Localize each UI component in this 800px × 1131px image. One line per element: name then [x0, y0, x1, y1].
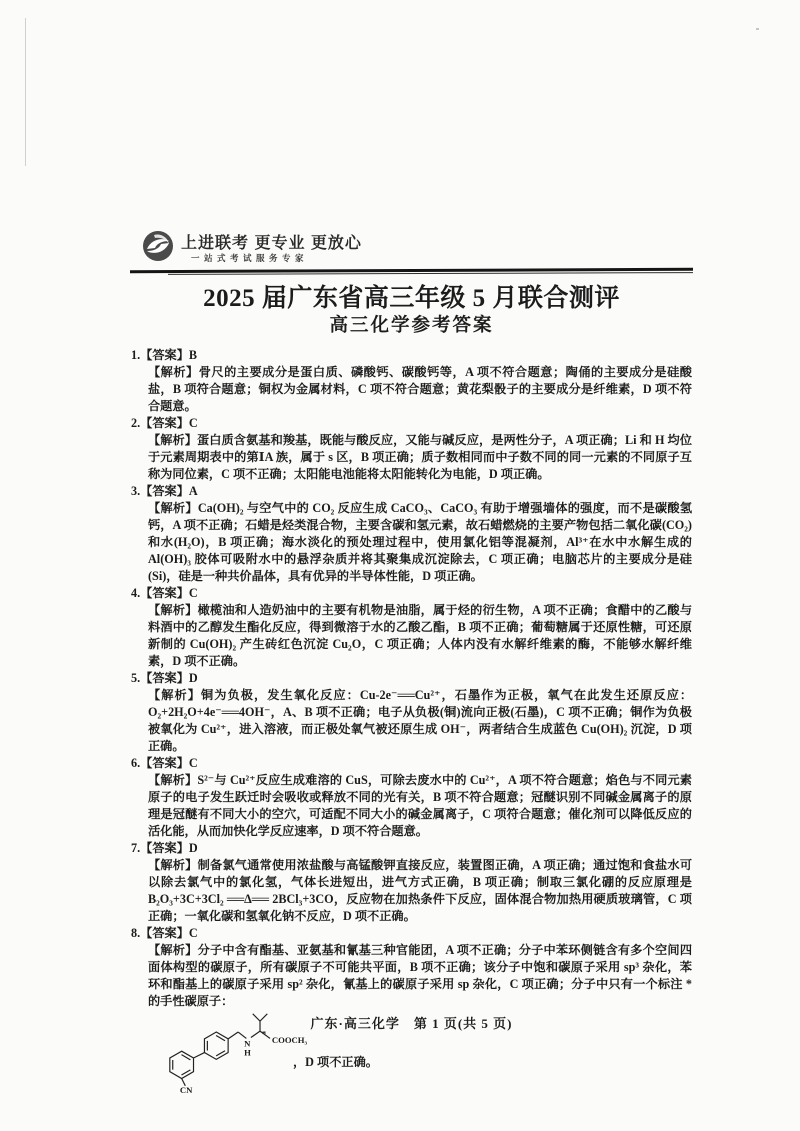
answer-letter: A	[188, 484, 198, 498]
page-subtitle: 高三化学参考答案	[329, 314, 494, 335]
question-number: 7.	[131, 841, 141, 855]
analysis-body: Ca(OH)₂ 与空气中的 CO₂ 反应生成 CaCO₃、CaCO₃ 有助于增强墙体的强度，而不是碳酸氢钙，A 项不正确；石蜡是烃类混合物，主要含碳和氢元素，故石蜡燃烧的主要产物包括二氧化碳(CO₂)和水(H₂O)，B 项正确；海水淡化的预处理过程中，使用氯化铝等混凝剂，Al³⁺在水中水解生成的 Al(OH)₃ 胶体可吸附水中的悬浮杂质并将其聚集成沉淀除去，C 项正确；电脑芯片的主要成分是硅(Si)，硅是一种共价晶体，具有优异的半导体性能，D 项正确。	[148, 501, 693, 583]
brand-text: 上进联考 更专业 更放心	[181, 235, 362, 252]
analysis-text	[148, 772, 692, 840]
page-title: 2025 届广东省高三年级 5 月联合测评	[203, 285, 620, 312]
scan-artifact-line	[25, 18, 26, 166]
analysis-label: 【解析】	[148, 433, 198, 447]
analysis-label: 【解析】	[148, 365, 199, 379]
answer-letter: C	[188, 416, 198, 430]
analysis-text	[148, 500, 692, 585]
question-number: 3.	[131, 484, 141, 498]
answer-letter: D	[188, 841, 198, 855]
cyano-group-label: CN	[179, 1085, 193, 1094]
question-block-6	[131, 755, 692, 840]
answer-letter: C	[188, 756, 198, 770]
analysis-body: 骨尺的主要成分是蛋白质、磷酸钙、碳酸钙等，A 项不符合题意；陶俑的主要成分是硅酸盐，B 项符合题意；铜权为金属材料，C 项不符合题意；黄花梨骰子的主要成分是纤维素，D 项不符合题意。	[148, 365, 692, 413]
analysis-text	[148, 942, 692, 1010]
ester-group-label: COOCH₃	[271, 1034, 308, 1045]
analysis-label: 【解析】	[148, 501, 198, 515]
header-divider-line-2	[168, 272, 693, 275]
answer-line	[131, 585, 692, 602]
question-number: 5.	[131, 671, 141, 685]
answer-label: 【答案】	[140, 416, 189, 430]
answer-line	[131, 670, 692, 687]
chiral-star-mark: *	[261, 1028, 267, 1039]
question-block-3	[131, 483, 692, 585]
answer-line	[131, 925, 692, 942]
analysis-body: 橄榄油和人造奶油中的主要有机物是油脂，属于烃的衍生物，A 项不正确；食醋中的乙酸与料酒中的乙醇发生酯化反应，得到微溶于水的乙酸乙酯，B 项不正确；葡萄糖属于还原性糖，可还原新制的 Cu(OH)₂ 产生砖红色沉淀 Cu₂O，C 项正确；人体内没有水解纤维素的酶，不能够水解纤维素，D 项不正确。	[148, 603, 693, 668]
q8-tail-text: ，D 项不正确。	[293, 1055, 378, 1069]
answer-letter: C	[188, 586, 198, 600]
analysis-text	[148, 364, 692, 415]
analysis-body: 制备氯气通常使用浓盐酸与高锰酸钾直接反应，装置图正确，A 项正确；通过饱和食盐水可以除去氯气中的氯化氢，气体长进短出，进气方式正确，B 项正确；制取三氯化硼的反应原理是 B₂O₃+3C+3Cl₂ ══Δ══ 2BCl₃+3CO，反应物在加热条件下反应，固体混合物加热用硬质玻璃管，C 项正确；一氧化碳和氢氧化钠不反应，D 项不正确。	[148, 858, 693, 923]
answer-label: 【答案】	[140, 756, 189, 770]
question-block-2	[131, 415, 692, 483]
answer-key-body	[131, 347, 692, 1094]
nitrogen-label: N	[244, 1038, 251, 1049]
analysis-label: 【解析】	[148, 858, 198, 872]
answer-letter: B	[188, 348, 198, 362]
answer-line	[131, 755, 692, 772]
page-footer: 广东·高三化学 第 1 页(共 5 页)	[310, 1016, 513, 1031]
analysis-label: 【解析】	[148, 773, 198, 787]
answer-line	[131, 415, 692, 432]
hydrogen-label: H	[244, 1047, 251, 1058]
tagline-text: 一站式考试服务专家	[191, 253, 309, 263]
analysis-label: 【解析】	[148, 943, 198, 957]
swirl-logo-icon	[141, 229, 175, 263]
question-block-5	[131, 670, 692, 755]
answer-line	[131, 347, 692, 364]
question-number: 4.	[131, 586, 141, 600]
answer-label: 【答案】	[140, 926, 189, 940]
analysis-text	[148, 602, 692, 670]
analysis-label: 【解析】	[148, 688, 201, 702]
analysis-body: S²⁻与 Cu²⁺反应生成难溶的 CuS，可除去废水中的 Cu²⁺，A 项不符合题意；焰色与不同元素原子的电子发生跃迁时会吸收或释放不同的光有关，B 项不符合题意；冠醚识别不同碱金属离子的原理是冠醚有不同大小的空穴，可适配不同大小的碱金属离子，C 项符合题意；催化剂可以降低反应的活化能，从而加快化学反应速率，D 项不符合题意。	[148, 773, 692, 838]
question-number: 1.	[131, 348, 141, 362]
question-number: 6.	[131, 756, 141, 770]
analysis-label: 【解析】	[148, 603, 198, 617]
answer-label: 【答案】	[140, 586, 189, 600]
answer-label: 【答案】	[140, 484, 189, 498]
answer-label: 【答案】	[140, 671, 189, 685]
answer-letter: C	[188, 926, 198, 940]
analysis-body: 铜为负极，发生氧化反应：Cu-2e⁻══Cu²⁺，石墨作为正极，氧气在此发生还原反应：O₂+2H₂O+4e⁻══4OH⁻，A、B 项不正确；电子从负极(铜)流向正极(石墨)，C 项不正确；铜作为负极被氧化为 Cu²⁺，进入溶液，而正极处氧气被还原生成 OH⁻，两者结合生成蓝色 Cu(OH)₂ 沉淀，D 项正确。	[148, 688, 693, 753]
answer-line	[131, 840, 692, 857]
question-block-1	[131, 347, 692, 415]
scan-artifact-dot	[756, 28, 759, 30]
answer-letter: D	[188, 671, 198, 685]
analysis-text	[148, 432, 692, 483]
analysis-body: 蛋白质含氨基和羧基，既能与酸反应，又能与碱反应，是两性分子，A 项正确；Li 和 H 均位于元素周期表中的第ⅠA 族，属于 s 区，B 项正确；质子数相同而中子数不同的同一元素的不同原子互称为同位素，C 项不正确；太阳能电池能将太阳能转化为电能，D 项正确。	[148, 433, 692, 481]
question-block-7	[131, 840, 692, 925]
answer-line	[131, 483, 692, 500]
answer-label: 【答案】	[140, 841, 189, 855]
analysis-text	[148, 687, 692, 755]
question-block-8	[131, 925, 692, 1094]
analysis-text	[148, 857, 692, 925]
question-block-4	[131, 585, 692, 670]
question-number: 8.	[131, 926, 141, 940]
analysis-body: 分子中含有酯基、亚氨基和氰基三种官能团，A 项不正确；分子中苯环侧链含有多个空间四面体构型的碳原子，所有碳原子不可能共平面，B 项不正确；该分子中饱和碳原子采用 sp³ 杂化，苯环和酯基上的碳原子采用 sp² 杂化，氰基上的碳原子采用 sp 杂化，C 项正确；分子中只有一个标注 * 的手性碳原子：	[148, 943, 693, 1008]
answer-label: 【答案】	[140, 348, 189, 362]
question-number: 2.	[131, 416, 141, 430]
